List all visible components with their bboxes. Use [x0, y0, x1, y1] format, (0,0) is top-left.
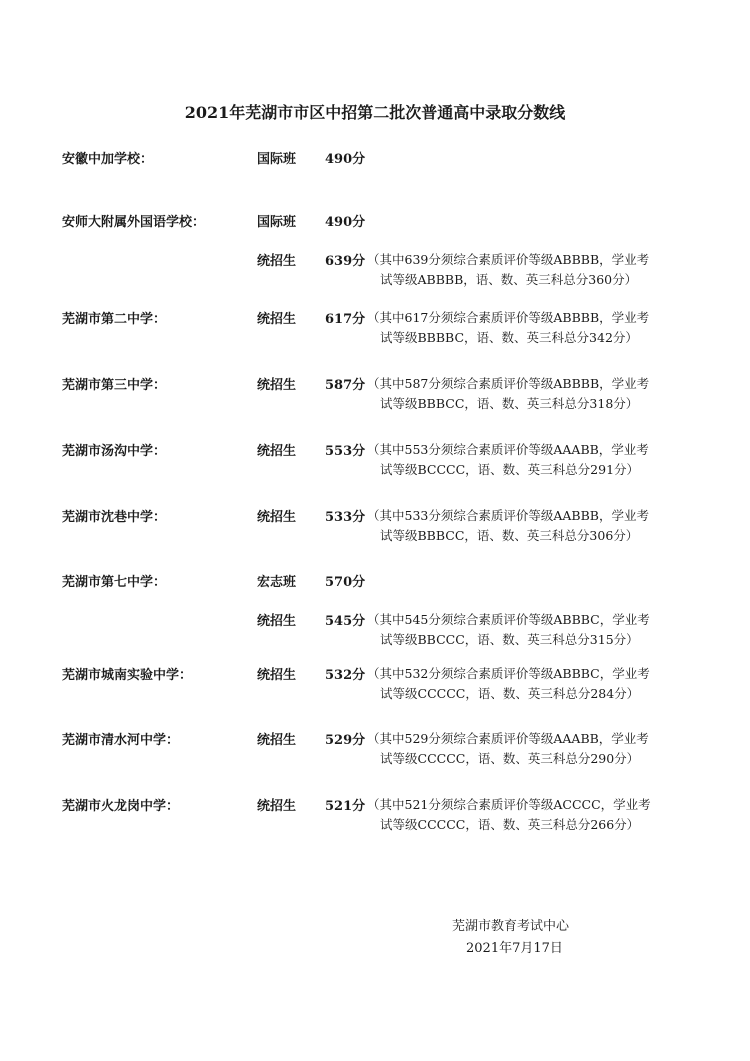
- school-name: 安徽中加学校：: [62, 152, 154, 167]
- score-requirement-note-cont: 试等级BBBCC，语、数、英三科总分318分）: [380, 396, 639, 411]
- admission-category: 统招生: [257, 668, 297, 683]
- table-row: [0, 795, 750, 835]
- score-requirement-note: （其中545分须综合素质评价等级ABBBC，学业考: [367, 612, 650, 627]
- admission-category: 统招生: [257, 799, 297, 814]
- cutoff-score: 553分: [325, 444, 366, 459]
- school-name: 芜湖市第三中学：: [62, 378, 167, 393]
- admission-category: 统招生: [257, 444, 297, 459]
- admission-category: 统招生: [257, 254, 297, 269]
- admission-category: 统招生: [257, 614, 297, 629]
- score-requirement-note: （其中529分须综合素质评价等级AAABB，学业考: [367, 731, 649, 746]
- school-name: 芜湖市第二中学：: [62, 312, 167, 327]
- table-row: [0, 506, 750, 546]
- school-name: 芜湖市火龙岗中学：: [62, 799, 180, 814]
- page-title: 2021年芜湖市市区中招第二批次普通高中录取分数线: [184, 103, 566, 122]
- score-requirement-note-cont: 试等级CCCCC，语、数、英三科总分266分）: [380, 817, 640, 832]
- table-row: [0, 440, 750, 480]
- issuing-organization: 芜湖市教育考试中心: [452, 919, 570, 934]
- admission-category: 统招生: [257, 510, 297, 525]
- cutoff-score: 521分: [325, 799, 366, 814]
- cutoff-score: 529分: [325, 733, 366, 748]
- score-requirement-note-cont: 试等级BBBBC，语、数、英三科总分342分）: [380, 330, 638, 345]
- score-requirement-note-cont: 试等级BCCCC，语、数、英三科总分291分）: [380, 462, 640, 477]
- cutoff-score: 639分: [325, 254, 366, 269]
- school-name: 芜湖市城南实验中学：: [62, 668, 193, 683]
- score-requirement-note-cont: 试等级ABBBB，语、数、英三科总分360分）: [380, 272, 638, 287]
- score-requirement-note: （其中532分须综合素质评价等级ABBBC，学业考: [367, 666, 650, 681]
- table-row: [0, 308, 750, 348]
- admission-category: 统招生: [257, 733, 297, 748]
- score-requirement-note: （其中617分须综合素质评价等级ABBBB，学业考: [367, 310, 650, 325]
- score-requirement-note: （其中521分须综合素质评价等级ACCCC，学业考: [367, 797, 651, 812]
- admission-category: 统招生: [257, 378, 297, 393]
- score-requirement-note: （其中553分须综合素质评价等级AAABB，学业考: [367, 442, 649, 457]
- admission-category: 统招生: [257, 312, 297, 327]
- score-requirement-note-cont: 试等级BBBCC，语、数、英三科总分306分）: [380, 528, 639, 543]
- cutoff-score: 490分: [325, 215, 366, 230]
- cutoff-score: 490分: [325, 152, 366, 167]
- cutoff-score: 617分: [325, 312, 366, 327]
- cutoff-score: 587分: [325, 378, 366, 393]
- table-row: [0, 664, 750, 704]
- cutoff-score: 532分: [325, 668, 366, 683]
- admission-category: 国际班: [257, 215, 297, 230]
- table-row: [0, 211, 750, 251]
- table-row: [0, 374, 750, 414]
- table-row: [0, 610, 750, 650]
- score-requirement-note: （其中639分须综合素质评价等级ABBBB，学业考: [367, 252, 650, 267]
- score-requirement-note-cont: 试等级CCCCC，语、数、英三科总分284分）: [380, 686, 640, 701]
- school-name: 芜湖市清水河中学：: [62, 733, 180, 748]
- school-name: 安师大附属外国语学校：: [62, 215, 206, 230]
- school-name: 芜湖市沈巷中学：: [62, 510, 167, 525]
- table-row: [0, 148, 750, 188]
- school-name: 芜湖市汤沟中学：: [62, 444, 167, 459]
- admission-category: 宏志班: [257, 575, 297, 590]
- table-row: [0, 571, 750, 611]
- score-requirement-note-cont: 试等级CCCCC，语、数、英三科总分290分）: [380, 751, 640, 766]
- cutoff-score: 533分: [325, 510, 366, 525]
- school-name: 芜湖市第七中学：: [62, 575, 167, 590]
- score-requirement-note-cont: 试等级BBCCC，语、数、英三科总分315分）: [380, 632, 639, 647]
- issue-date: 2021年7月17日: [466, 941, 563, 956]
- score-requirement-note: （其中587分须综合素质评价等级ABBBB，学业考: [367, 376, 650, 391]
- cutoff-score: 570分: [325, 575, 366, 590]
- table-row: [0, 250, 750, 290]
- cutoff-score: 545分: [325, 614, 366, 629]
- table-row: [0, 729, 750, 769]
- score-requirement-note: （其中533分须综合素质评价等级AABBB，学业考: [367, 508, 649, 523]
- admission-category: 国际班: [257, 152, 297, 167]
